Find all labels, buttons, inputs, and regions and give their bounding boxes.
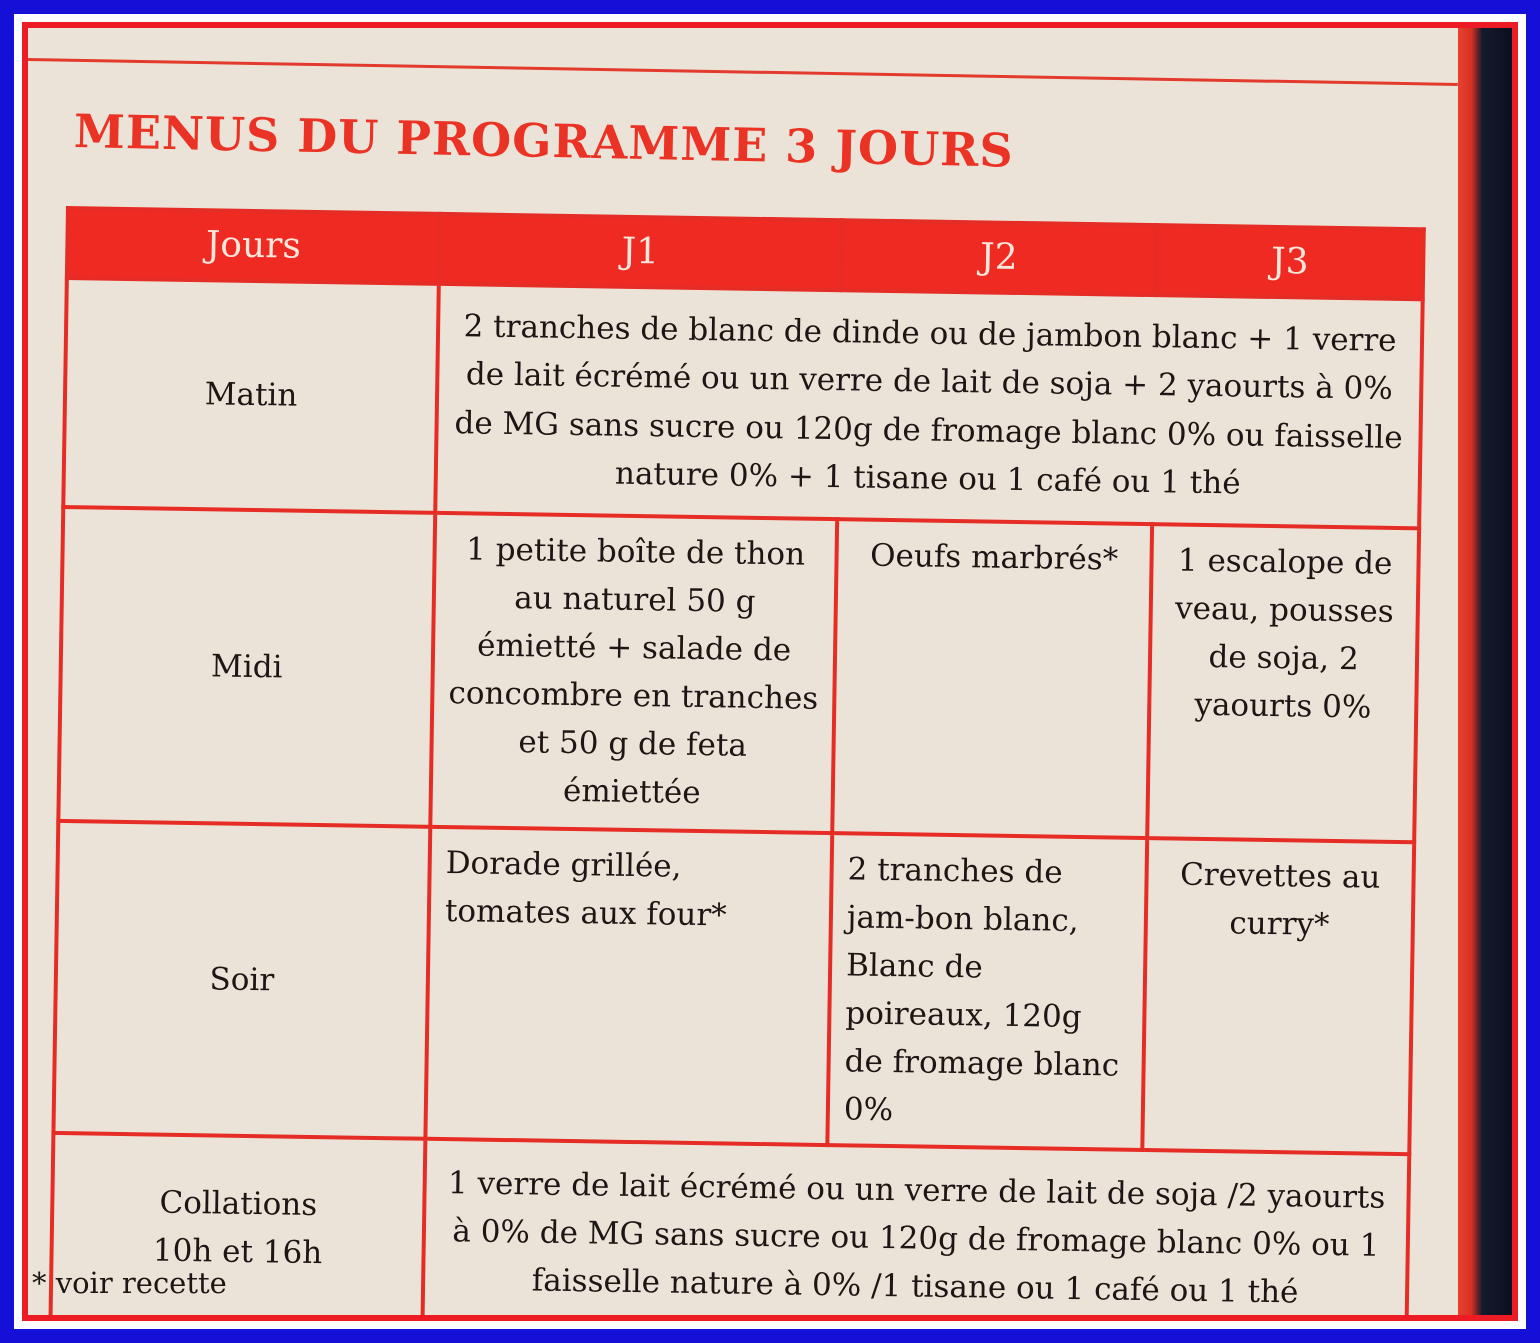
book-page [28, 28, 1458, 1315]
cell-soir-j2: 2 tranches de jam-bon blanc, Blanc de poireaux, 120g de fromage blanc 0% [827, 833, 1147, 1150]
header-j1: J1 [439, 214, 842, 290]
row-midi [58, 507, 1419, 842]
cell-midi-j2: Oeufs marbrés* [832, 519, 1152, 838]
label-midi: Midi [58, 507, 435, 827]
cell-midi-j1: 1 petite boîte de thon au naturel 50 g émietté + salade de concombre en tranches et 50 g de feta émiettée [430, 513, 837, 833]
page-title: MENUS DU PROGRAMME 3 JOURS [73, 104, 1015, 178]
cell-soir-j3: Crevettes au curry* [1142, 838, 1414, 1154]
menu-table [49, 206, 1426, 1315]
row-matin [63, 278, 1422, 528]
cell-midi-j3: 1 escalope de veau, pousses de soja, 2 yaourts 0% [1147, 524, 1419, 842]
header-jours: Jours [67, 208, 440, 284]
cell-soir-j1: Dorade grillée, tomates aux four* [425, 827, 832, 1146]
photo-frame [14, 14, 1526, 1329]
menu-table-wrapper [49, 206, 1426, 1315]
cell-matin: 2 tranches de blanc de dinde ou de jambon blanc + 1 verre de lait écrémé ou un verre de lait de soja + 2 yaourts à 0% de MG sans sucre ou 120g de fromage blanc 0% ou faisselle nature 0% + 1 tisane ou 1 café ou 1 thé [435, 284, 1422, 528]
header-j3: J3 [1156, 225, 1424, 299]
label-collations-line2: 10h et 16h [152, 1232, 323, 1272]
label-collations-line1: Collations [159, 1184, 318, 1224]
label-matin: Matin [63, 278, 439, 513]
row-collations [51, 1133, 1410, 1315]
book-binding [1458, 28, 1512, 1315]
header-j2: J2 [841, 220, 1157, 295]
footnote: * voir recette [32, 1266, 227, 1300]
photo-border [22, 22, 1518, 1321]
label-soir: Soir [53, 821, 430, 1139]
cell-collations: 1 verre de lait écrémé ou un verre de lait de soja /2 yaourts à 0% de MG sans sucre ou 120g de fromage blanc 0% ou 1 faisselle nature à 0% /1 tisane ou 1 café ou 1 thé [422, 1139, 1409, 1315]
top-rule [28, 58, 1458, 86]
row-soir [53, 821, 1414, 1155]
